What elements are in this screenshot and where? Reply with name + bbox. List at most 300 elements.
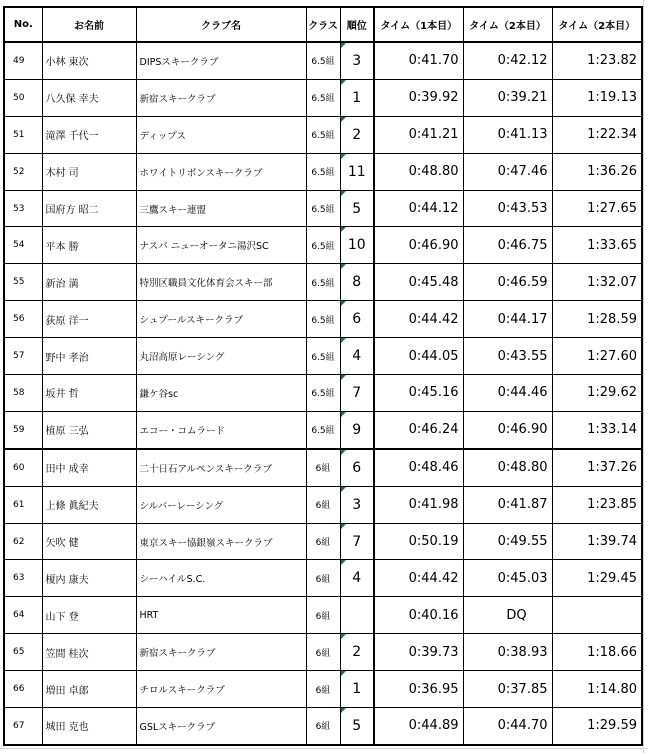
comment-indicator-icon	[341, 671, 346, 676]
cell-class[interactable]	[306, 79, 340, 116]
cell-class[interactable]	[306, 597, 340, 634]
comment-indicator-icon	[341, 264, 346, 269]
cell-club-value: HRT	[139, 609, 159, 621]
cell-time1[interactable]	[374, 411, 463, 448]
cell-total[interactable]	[552, 264, 642, 301]
cell-club[interactable]	[136, 708, 306, 745]
cell-total[interactable]	[552, 42, 642, 79]
cell-time2-value: 0:39.21	[497, 90, 548, 106]
cell-club-value: GSLスキークラブ	[139, 721, 216, 733]
cell-class-value: 6組	[315, 685, 331, 696]
cell-total[interactable]	[552, 671, 642, 708]
cell-club[interactable]	[136, 449, 306, 486]
cell-total[interactable]	[552, 634, 642, 671]
cell-total-value: 1:27.65	[587, 201, 637, 216]
cell-time2[interactable]	[463, 449, 552, 486]
cell-total[interactable]	[552, 190, 642, 227]
cell-total-value: 1:32.07	[587, 274, 637, 290]
results-table	[3, 6, 643, 746]
cell-total[interactable]	[552, 338, 642, 375]
cell-no[interactable]	[4, 190, 42, 227]
cell-no-value: 50	[13, 92, 25, 103]
cell-no[interactable]	[4, 227, 42, 264]
cell-club-value: シルバーレーシング	[139, 500, 224, 512]
cell-name[interactable]	[42, 523, 136, 560]
cell-rank-value: 4	[352, 570, 362, 587]
table-row	[4, 634, 642, 671]
cell-club-value: シュプールスキークラブ	[139, 315, 244, 327]
cell-club[interactable]	[136, 523, 306, 560]
cell-class[interactable]	[306, 227, 340, 264]
cell-rank[interactable]	[340, 523, 374, 560]
cell-no-value: 66	[13, 684, 25, 695]
cell-rank[interactable]	[340, 153, 374, 190]
cell-club[interactable]	[136, 42, 306, 79]
cell-name-value: 増田 卓郎	[45, 685, 89, 697]
cell-no-value: 54	[13, 240, 25, 251]
table-row	[4, 375, 642, 412]
cell-no-value: 55	[13, 277, 25, 288]
table-row	[4, 190, 642, 227]
cell-club[interactable]	[136, 79, 306, 116]
table-row	[4, 449, 642, 486]
cell-no-value: 64	[13, 610, 25, 621]
cell-name[interactable]	[42, 42, 136, 79]
cell-time2[interactable]	[463, 411, 552, 448]
cell-rank[interactable]	[340, 79, 374, 116]
cell-name[interactable]	[42, 79, 136, 116]
cell-time2[interactable]	[463, 486, 552, 523]
cell-class-value: 6.5組	[311, 426, 335, 437]
cell-time2[interactable]	[463, 79, 552, 116]
table-row	[4, 116, 642, 153]
cell-no[interactable]	[4, 523, 42, 560]
cell-name[interactable]	[42, 486, 136, 523]
cell-no[interactable]	[4, 301, 42, 338]
header-no[interactable]: No.	[4, 7, 42, 42]
cell-rank[interactable]	[340, 264, 374, 301]
table-row	[4, 79, 642, 116]
cell-name-value: 平本 勝	[45, 241, 79, 253]
cell-time1[interactable]	[374, 79, 463, 116]
cell-total-value: 1:39.74	[587, 534, 637, 550]
cell-total[interactable]	[552, 523, 642, 560]
cell-no[interactable]	[4, 449, 42, 486]
cell-club[interactable]	[136, 560, 306, 597]
cell-time2[interactable]	[463, 523, 552, 560]
table-row	[4, 42, 642, 79]
cell-club[interactable]	[136, 486, 306, 523]
header-class[interactable]: クラス	[306, 7, 340, 42]
comment-indicator-icon	[341, 80, 346, 85]
cell-no-value: 58	[13, 387, 25, 398]
cell-rank-value: 2	[352, 126, 362, 143]
cell-class[interactable]	[306, 486, 340, 523]
cell-class[interactable]	[306, 264, 340, 301]
cell-class[interactable]	[306, 375, 340, 412]
cell-class[interactable]	[306, 523, 340, 560]
cell-club-value: 新宿スキークラブ	[139, 648, 216, 660]
cell-club-value: ディップス	[139, 130, 186, 142]
cell-rank-value: 7	[352, 384, 362, 401]
cell-time2[interactable]	[463, 671, 552, 708]
cell-time2-value: 0:46.90	[497, 422, 548, 438]
cell-club[interactable]	[136, 671, 306, 708]
cell-time1[interactable]	[374, 486, 463, 523]
cell-class[interactable]	[306, 338, 340, 375]
cell-rank[interactable]	[340, 338, 374, 375]
cell-rank[interactable]	[340, 375, 374, 412]
cell-no[interactable]	[4, 338, 42, 375]
cell-class-value: 6.5組	[311, 352, 335, 363]
cell-total[interactable]	[552, 597, 642, 634]
cell-name-value: 国府方 昭二	[45, 205, 99, 216]
cell-club[interactable]	[136, 153, 306, 190]
cell-club-value: 新宿スキークラブ	[139, 93, 216, 105]
cell-club[interactable]	[136, 264, 306, 301]
cell-time1-value: 0:41.21	[408, 127, 459, 143]
cell-class-value: 6.5組	[311, 131, 335, 142]
cell-club-value: ナスパ ニューオータニ湯沢SC	[139, 241, 269, 253]
cell-rank[interactable]	[340, 227, 374, 264]
cell-rank-value: 5	[352, 200, 362, 217]
cell-total[interactable]	[552, 486, 642, 523]
cell-time2[interactable]	[463, 301, 552, 338]
cell-total-value: 1:18.66	[587, 644, 637, 660]
cell-no[interactable]	[4, 264, 42, 301]
cell-class[interactable]	[306, 190, 340, 227]
cell-time1[interactable]	[374, 116, 463, 153]
cell-club[interactable]	[136, 375, 306, 412]
cell-club-value: 三鷹スキー連盟	[139, 204, 207, 216]
cell-name[interactable]	[42, 411, 136, 448]
cell-class-value: 6.5組	[311, 57, 335, 68]
cell-time2[interactable]	[463, 634, 552, 671]
cell-class-value: 6組	[315, 464, 331, 475]
cell-no[interactable]	[4, 116, 42, 153]
cell-time1[interactable]	[374, 597, 463, 634]
cell-time1-value: 0:48.80	[408, 164, 459, 180]
cell-class-value: 6.5組	[311, 389, 335, 400]
cell-class[interactable]	[306, 560, 340, 597]
cell-time1-value: 0:41.98	[408, 497, 459, 513]
cell-time2[interactable]	[463, 375, 552, 412]
cell-time2-value: 0:46.75	[497, 237, 548, 253]
cell-time2[interactable]	[463, 560, 552, 597]
cell-rank-value: 5	[352, 717, 362, 734]
cell-no[interactable]	[4, 79, 42, 116]
cell-time2-value: 0:49.55	[497, 534, 548, 550]
cell-total-value: 1:29.59	[587, 718, 637, 734]
cell-time2-value: 0:43.55	[497, 348, 548, 364]
table-row	[4, 708, 642, 745]
cell-rank-value: 4	[352, 348, 362, 365]
cell-name[interactable]	[42, 708, 136, 745]
header-time1[interactable]: タイム（1本目）	[374, 7, 463, 42]
cell-rank[interactable]	[340, 42, 374, 79]
cell-time1-value: 0:44.89	[408, 718, 459, 734]
cell-name-value: 野中 孝治	[45, 352, 89, 364]
cell-club[interactable]	[136, 338, 306, 375]
cell-total-value: 1:33.65	[587, 237, 637, 253]
cell-class-value: 6組	[315, 611, 331, 622]
comment-indicator-icon	[341, 154, 346, 159]
cell-class[interactable]	[306, 449, 340, 486]
cell-time2-value: 0:42.12	[497, 53, 548, 69]
table-row	[4, 411, 642, 448]
cell-name[interactable]	[42, 301, 136, 338]
cell-club[interactable]	[136, 301, 306, 338]
cell-name-value: 植原 三弘	[45, 426, 89, 438]
cell-time1-value: 0:46.24	[408, 422, 459, 438]
cell-time2-value: 0:38.93	[497, 644, 548, 660]
cell-time1[interactable]	[374, 338, 463, 375]
cell-name-value: 矢吹 健	[45, 538, 79, 550]
cell-total[interactable]	[552, 375, 642, 412]
cell-time1-value: 0:40.16	[408, 607, 459, 623]
cell-name-value: 新治 満	[45, 278, 79, 290]
cell-rank-value: 9	[352, 421, 362, 438]
cell-name-value: 上條 眞紀夫	[45, 501, 99, 513]
cell-no[interactable]	[4, 560, 42, 597]
cell-rank[interactable]	[340, 671, 374, 708]
cell-time1[interactable]	[374, 375, 463, 412]
cell-no[interactable]	[4, 42, 42, 79]
cell-time1[interactable]	[374, 301, 463, 338]
cell-rank-value: 11	[347, 163, 366, 180]
table-row	[4, 301, 642, 338]
cell-rank[interactable]	[340, 560, 374, 597]
cell-class[interactable]	[306, 708, 340, 745]
cell-class[interactable]	[306, 301, 340, 338]
cell-time1[interactable]	[374, 227, 463, 264]
cell-time1-value: 0:45.16	[408, 385, 459, 401]
cell-rank-value: 1	[352, 681, 362, 698]
cell-class[interactable]	[306, 411, 340, 448]
cell-name-value: 笠間 桂次	[45, 648, 89, 660]
cell-rank[interactable]	[340, 190, 374, 227]
cell-time2[interactable]	[463, 338, 552, 375]
cell-name[interactable]	[42, 671, 136, 708]
cell-class[interactable]	[306, 116, 340, 153]
cell-total-value: 1:37.26	[587, 460, 637, 476]
cell-time2-value: DQ	[506, 607, 527, 623]
cell-name[interactable]	[42, 264, 136, 301]
cell-name[interactable]	[42, 597, 136, 634]
cell-rank[interactable]	[340, 634, 374, 671]
cell-no-value: 52	[13, 166, 25, 177]
cell-total-value: 1:29.45	[587, 570, 637, 586]
cell-time2-value: 0:41.87	[497, 497, 548, 513]
cell-rank[interactable]	[340, 708, 374, 745]
cell-time2-value: 0:45.03	[497, 570, 548, 586]
header-time2[interactable]: タイム（2本目）	[463, 7, 552, 42]
cell-total[interactable]	[552, 227, 642, 264]
cell-rank[interactable]	[340, 411, 374, 448]
cell-time1[interactable]	[374, 42, 463, 79]
cell-no[interactable]	[4, 708, 42, 745]
cell-name[interactable]	[42, 560, 136, 597]
cell-name[interactable]	[42, 375, 136, 412]
comment-indicator-icon	[341, 634, 346, 639]
cell-class[interactable]	[306, 153, 340, 190]
cell-time1-value: 0:50.19	[408, 534, 459, 550]
cell-club[interactable]	[136, 116, 306, 153]
cell-total[interactable]	[552, 116, 642, 153]
table-row	[4, 153, 642, 190]
cell-rank[interactable]	[340, 116, 374, 153]
cell-no[interactable]	[4, 153, 42, 190]
cell-time1-value: 0:48.46	[408, 460, 459, 476]
cell-time2[interactable]	[463, 153, 552, 190]
cell-time1[interactable]	[374, 560, 463, 597]
cell-time1[interactable]	[374, 523, 463, 560]
cell-name[interactable]	[42, 449, 136, 486]
cell-club-value: ホワイトリボンスキークラブ	[139, 167, 263, 179]
cell-club-value: エコー・コムラード	[139, 425, 226, 437]
cell-total[interactable]	[552, 708, 642, 745]
comment-indicator-icon	[341, 412, 346, 417]
table-row	[4, 523, 642, 560]
cell-time1[interactable]	[374, 708, 463, 745]
header-club[interactable]: クラブ名	[136, 7, 306, 42]
cell-no-value: 61	[13, 499, 25, 510]
cell-time1[interactable]	[374, 634, 463, 671]
cell-time1-value: 0:44.42	[408, 570, 459, 586]
cell-time2[interactable]	[463, 708, 552, 745]
table-row	[4, 560, 642, 597]
cell-name[interactable]	[42, 190, 136, 227]
cell-rank[interactable]	[340, 597, 374, 634]
cell-time2-value: 0:46.59	[497, 274, 548, 290]
cell-time1-value: 0:44.42	[408, 311, 459, 327]
cell-total-value: 1:28.59	[587, 311, 637, 327]
cell-time1[interactable]	[374, 671, 463, 708]
comment-indicator-icon	[341, 191, 346, 196]
cell-no[interactable]	[4, 634, 42, 671]
cell-total[interactable]	[552, 79, 642, 116]
cell-club[interactable]	[136, 634, 306, 671]
cell-no-value: 59	[13, 424, 25, 435]
cell-class-value: 6組	[315, 722, 331, 733]
cell-total[interactable]	[552, 411, 642, 448]
comment-indicator-icon	[341, 560, 346, 565]
cell-time2-value: 0:48.80	[497, 460, 548, 476]
comment-indicator-icon	[341, 301, 346, 306]
cell-total[interactable]	[552, 560, 642, 597]
cell-total-value: 1:19.13	[587, 90, 637, 106]
cell-rank[interactable]	[340, 486, 374, 523]
cell-class-value: 6組	[315, 574, 331, 585]
cell-time1-value: 0:41.70	[408, 53, 459, 69]
cell-time2[interactable]	[463, 227, 552, 264]
cell-time2[interactable]	[463, 264, 552, 301]
cell-time2-value: 0:41.13	[497, 127, 548, 143]
cell-class-value: 6.5組	[311, 94, 335, 105]
cell-rank[interactable]	[340, 449, 374, 486]
cell-club-value: 鎌ケ谷sc	[139, 388, 179, 400]
cell-class-value: 6.5組	[311, 168, 335, 179]
cell-no-value: 49	[13, 55, 25, 66]
cell-name-value: 坂井 哲	[45, 389, 79, 401]
cell-no[interactable]	[4, 671, 42, 708]
table-row	[4, 264, 642, 301]
cell-time2[interactable]	[463, 597, 552, 634]
cell-total[interactable]	[552, 153, 642, 190]
cell-rank-value: 2	[352, 644, 362, 661]
cell-class-value: 6.5組	[311, 241, 335, 252]
cell-no-value: 63	[13, 573, 25, 584]
cell-name[interactable]	[42, 227, 136, 264]
cell-class-value: 6.5組	[311, 278, 335, 289]
cell-time2[interactable]	[463, 190, 552, 227]
cell-time1[interactable]	[374, 153, 463, 190]
cell-name[interactable]	[42, 116, 136, 153]
table-row	[4, 227, 642, 264]
cell-no-value: 62	[13, 536, 25, 547]
cell-club[interactable]	[136, 597, 306, 634]
cell-no-value: 53	[13, 203, 25, 214]
cell-total[interactable]	[552, 301, 642, 338]
cell-club[interactable]	[136, 411, 306, 448]
cell-name[interactable]	[42, 338, 136, 375]
cell-rank[interactable]	[340, 301, 374, 338]
cell-time1[interactable]	[374, 449, 463, 486]
cell-time1[interactable]	[374, 264, 463, 301]
cell-club-value: シーハイルS.C.	[139, 574, 206, 586]
cell-name-value: 田中 成幸	[45, 464, 89, 476]
cell-no[interactable]	[4, 375, 42, 412]
cell-time2[interactable]	[463, 116, 552, 153]
cell-no[interactable]	[4, 486, 42, 523]
cell-total[interactable]	[552, 449, 642, 486]
cell-class[interactable]	[306, 42, 340, 79]
header-total[interactable]: タイム（2本目）	[552, 7, 642, 42]
cell-club-value: 二十日石アルペンスキークラブ	[139, 463, 272, 475]
cell-class[interactable]	[306, 634, 340, 671]
cell-name[interactable]	[42, 153, 136, 190]
cell-no-value: 65	[13, 647, 25, 658]
cell-total-value: 1:33.14	[587, 422, 637, 438]
cell-total-value: 1:14.80	[587, 681, 637, 697]
cell-name-value: 滝澤 千代一	[45, 131, 99, 143]
cell-rank-value: 3	[352, 52, 362, 69]
cell-class[interactable]	[306, 671, 340, 708]
cell-total-value: 1:23.82	[587, 53, 637, 69]
cell-name[interactable]	[42, 634, 136, 671]
cell-name-value: 木村 司	[45, 168, 79, 180]
cell-no[interactable]	[4, 411, 42, 448]
cell-rank-value: 6	[352, 459, 362, 476]
cell-club[interactable]	[136, 190, 306, 227]
table-row	[4, 338, 642, 375]
cell-club[interactable]	[136, 227, 306, 264]
comment-indicator-icon	[341, 450, 346, 455]
header-rank[interactable]: 順位	[340, 7, 374, 42]
cell-no[interactable]	[4, 597, 42, 634]
comment-indicator-icon	[341, 43, 346, 48]
table-row	[4, 486, 642, 523]
cell-class-value: 6組	[315, 501, 331, 512]
cell-time2-value: 0:44.46	[497, 385, 548, 401]
cell-no-value: 67	[13, 720, 25, 731]
cell-total-value: 1:29.62	[587, 385, 637, 401]
cell-time1[interactable]	[374, 190, 463, 227]
cell-time2-value: 0:47.46	[497, 164, 548, 180]
cell-time2[interactable]	[463, 42, 552, 79]
header-name[interactable]: お名前	[42, 7, 136, 42]
cell-name-value: 荻原 洋一	[45, 315, 89, 327]
